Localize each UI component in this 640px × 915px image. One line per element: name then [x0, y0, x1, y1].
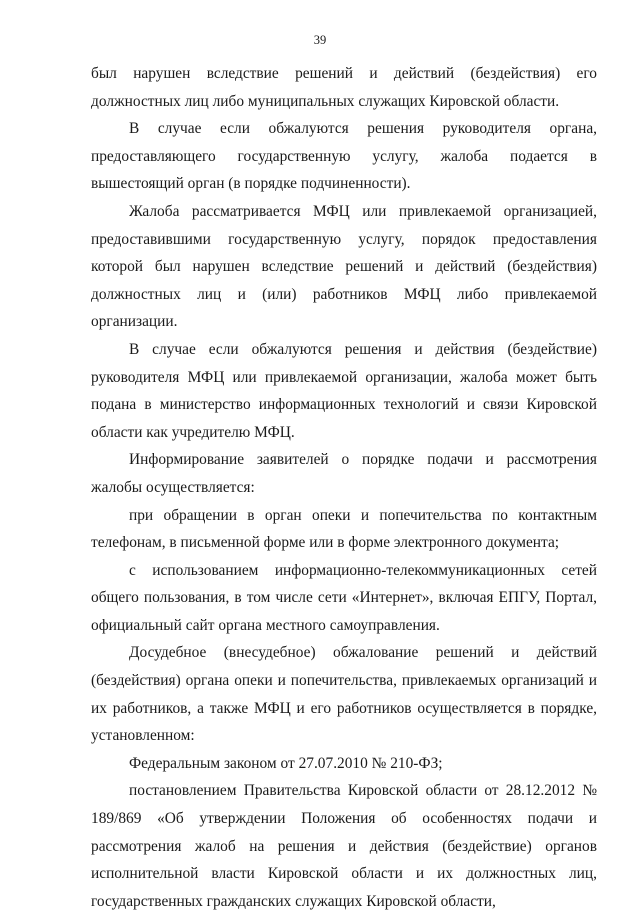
document-body: [91, 60, 597, 915]
paragraph-7: с использованием информационно-телекоммуникационных сетей общего пользования, в том числе сети «Интернет», включая ЕПГУ, Портал, официальный сайт органа местного самоуправления.: [91, 561, 597, 634]
paragraph-3: Жалоба рассматривается МФЦ или привлекаемой организацией, предоставившими государственную услугу, порядок предоставления которой был нарушен вследствие решений и действий (бездействия) должностных лиц и (или) работников МФЦ либо привлекаемой организации.: [91, 202, 597, 331]
paragraph-8: Досудебное (внесудебное) обжалование решений и действий (бездействия) органа опеки и попечительства, привлекаемых организаций и их работников, а также МФЦ и его работников осуществляется в порядке, установленном:: [91, 644, 597, 745]
paragraph-5: Информирование заявителей о порядке подачи и рассмотрения жалобы осуществляется:: [91, 451, 597, 496]
page-number: 39: [313, 33, 327, 47]
paragraph-9: Федеральным законом от 27.07.2010 № 210-ФЗ;: [129, 754, 443, 772]
paragraph-1: был нарушен вследствие решений и действий (бездействия) его должностных лиц либо муниципальных служащих Кировской области.: [91, 65, 597, 110]
paragraph-6: при обращении в орган опеки и попечительства по контактным телефонам, в письменной форме или в форме электронного документа;: [91, 506, 597, 552]
paragraph-10: постановлением Правительства Кировской области от 28.12.2012 № 189/869 «Об утверждении Положения об особенностях подачи и рассмотрения жалоб на решения и действия (бездействие) органов исполнительной власти Кировской области и их должностных лиц, государственных гражданских служащих Кировской области,: [91, 782, 597, 910]
paragraph-2: В случае если обжалуются решения руководителя органа, предоставляющего государственную услугу, жалоба подается в вышестоящий орган (в порядке подчиненности).: [91, 120, 597, 193]
paragraph-4: В случае если обжалуются решения и действия (бездействие) руководителя МФЦ или привлекаемой организации, жалоба может быть подана в министерство информационных технологий и связи Кировской области как учредителю МФЦ.: [91, 340, 597, 441]
